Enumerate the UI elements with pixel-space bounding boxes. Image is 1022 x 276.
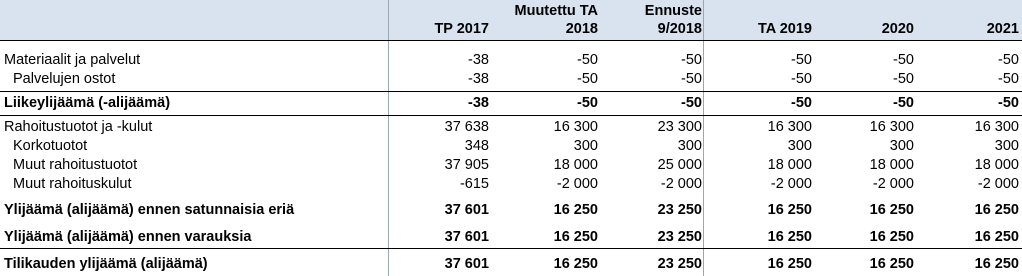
table-cell: -50 (998, 52, 1019, 68)
table-cell: -50 (893, 95, 914, 111)
table-cell: 37 601 (444, 202, 489, 218)
table-cell: 18 000 (869, 157, 914, 173)
column-divider (388, 0, 389, 276)
row-label: Ylijäämä (alijäämä) ennen satunnaisia eriä (4, 202, 295, 218)
row-label: Ylijäämä (alijäämä) ennen varauksia (4, 229, 252, 245)
table-cell: -2 000 (872, 176, 914, 192)
table-cell: 300 (677, 138, 702, 154)
table-cell: 16 250 (974, 202, 1019, 218)
table-cell: -50 (681, 52, 702, 68)
table-cell: -50 (893, 71, 914, 87)
table-cell: 16 250 (974, 229, 1019, 245)
row-label: Liikeylijäämä (-alijäämä) (4, 95, 171, 111)
column-header-bottom: TA 2019 (758, 21, 812, 37)
table-cell: -50 (791, 71, 812, 87)
table-cell: 25 000 (657, 157, 702, 173)
table-cell: 37 638 (444, 119, 489, 135)
row-label: Korkotuotot (13, 138, 88, 154)
table-cell: 23 250 (657, 229, 702, 245)
table-cell: -38 (468, 52, 489, 68)
table-cell: 16 250 (553, 229, 598, 245)
table-cell: 16 300 (767, 119, 812, 135)
table-cell: 23 300 (657, 119, 702, 135)
row-label: Muut rahoituskulut (13, 176, 132, 192)
table-cell: 300 (889, 138, 914, 154)
table-cell: -38 (468, 95, 489, 111)
table-cell: 16 250 (974, 256, 1019, 272)
table-cell: 16 250 (869, 256, 914, 272)
column-header-top: Muutettu TA (514, 3, 598, 19)
table-cell: 16 300 (553, 119, 598, 135)
table-cell: 16 250 (553, 202, 598, 218)
row-label: Palvelujen ostot (13, 71, 116, 87)
table-cell: 37 601 (444, 229, 489, 245)
column-header-bottom: 2018 (565, 21, 598, 37)
table-cell: -38 (468, 71, 489, 87)
table-cell: 300 (573, 138, 598, 154)
table-cell: 16 250 (767, 202, 812, 218)
table-cell: -2 000 (660, 176, 702, 192)
table-cell: -50 (998, 95, 1019, 111)
table-cell: -50 (577, 95, 598, 111)
row-separator (0, 248, 1022, 249)
row-separator (0, 40, 1022, 41)
table-cell: 16 250 (869, 202, 914, 218)
row-label: Materiaalit ja palvelut (4, 52, 141, 68)
table-cell: -50 (577, 71, 598, 87)
column-header-top: Ennuste (644, 3, 702, 19)
table-cell: 23 250 (657, 256, 702, 272)
table-cell: -2 000 (977, 176, 1019, 192)
table-cell: 348 (464, 138, 489, 154)
column-header-bottom: 9/2018 (657, 21, 702, 37)
table-cell: -2 000 (556, 176, 598, 192)
table-cell: 37 601 (444, 256, 489, 272)
row-label: Rahoitustuotot ja -kulut (4, 119, 153, 135)
table-cell: -50 (681, 95, 702, 111)
table-cell: 300 (787, 138, 812, 154)
table-cell: 16 250 (767, 256, 812, 272)
table-cell: 23 250 (657, 202, 702, 218)
row-separator (0, 115, 1022, 116)
table-cell: 18 000 (767, 157, 812, 173)
table-cell: 18 000 (974, 157, 1019, 173)
table-cell: 37 905 (444, 157, 489, 173)
table-cell: 16 250 (767, 229, 812, 245)
table-cell: -50 (998, 71, 1019, 87)
table-cell: 18 000 (553, 157, 598, 173)
table-cell: -50 (893, 52, 914, 68)
table-cell: 300 (994, 138, 1019, 154)
table-cell: -50 (791, 52, 812, 68)
row-label: Tilikauden ylijäämä (alijäämä) (4, 256, 208, 272)
table-cell: 16 300 (869, 119, 914, 135)
row-separator (0, 91, 1022, 92)
table-cell: 16 250 (553, 256, 598, 272)
table-cell: -2 000 (770, 176, 812, 192)
table-cell: -50 (577, 52, 598, 68)
column-header-bottom: 2021 (986, 21, 1019, 37)
table-cell: 16 250 (869, 229, 914, 245)
column-header-bottom: 2020 (881, 21, 914, 37)
row-label: Muut rahoitustuotot (13, 157, 138, 173)
table-cell: -50 (681, 71, 702, 87)
table-cell: -615 (459, 176, 489, 192)
table-cell: -50 (791, 95, 812, 111)
column-header-bottom: TP 2017 (434, 21, 489, 37)
table-cell: 16 300 (974, 119, 1019, 135)
